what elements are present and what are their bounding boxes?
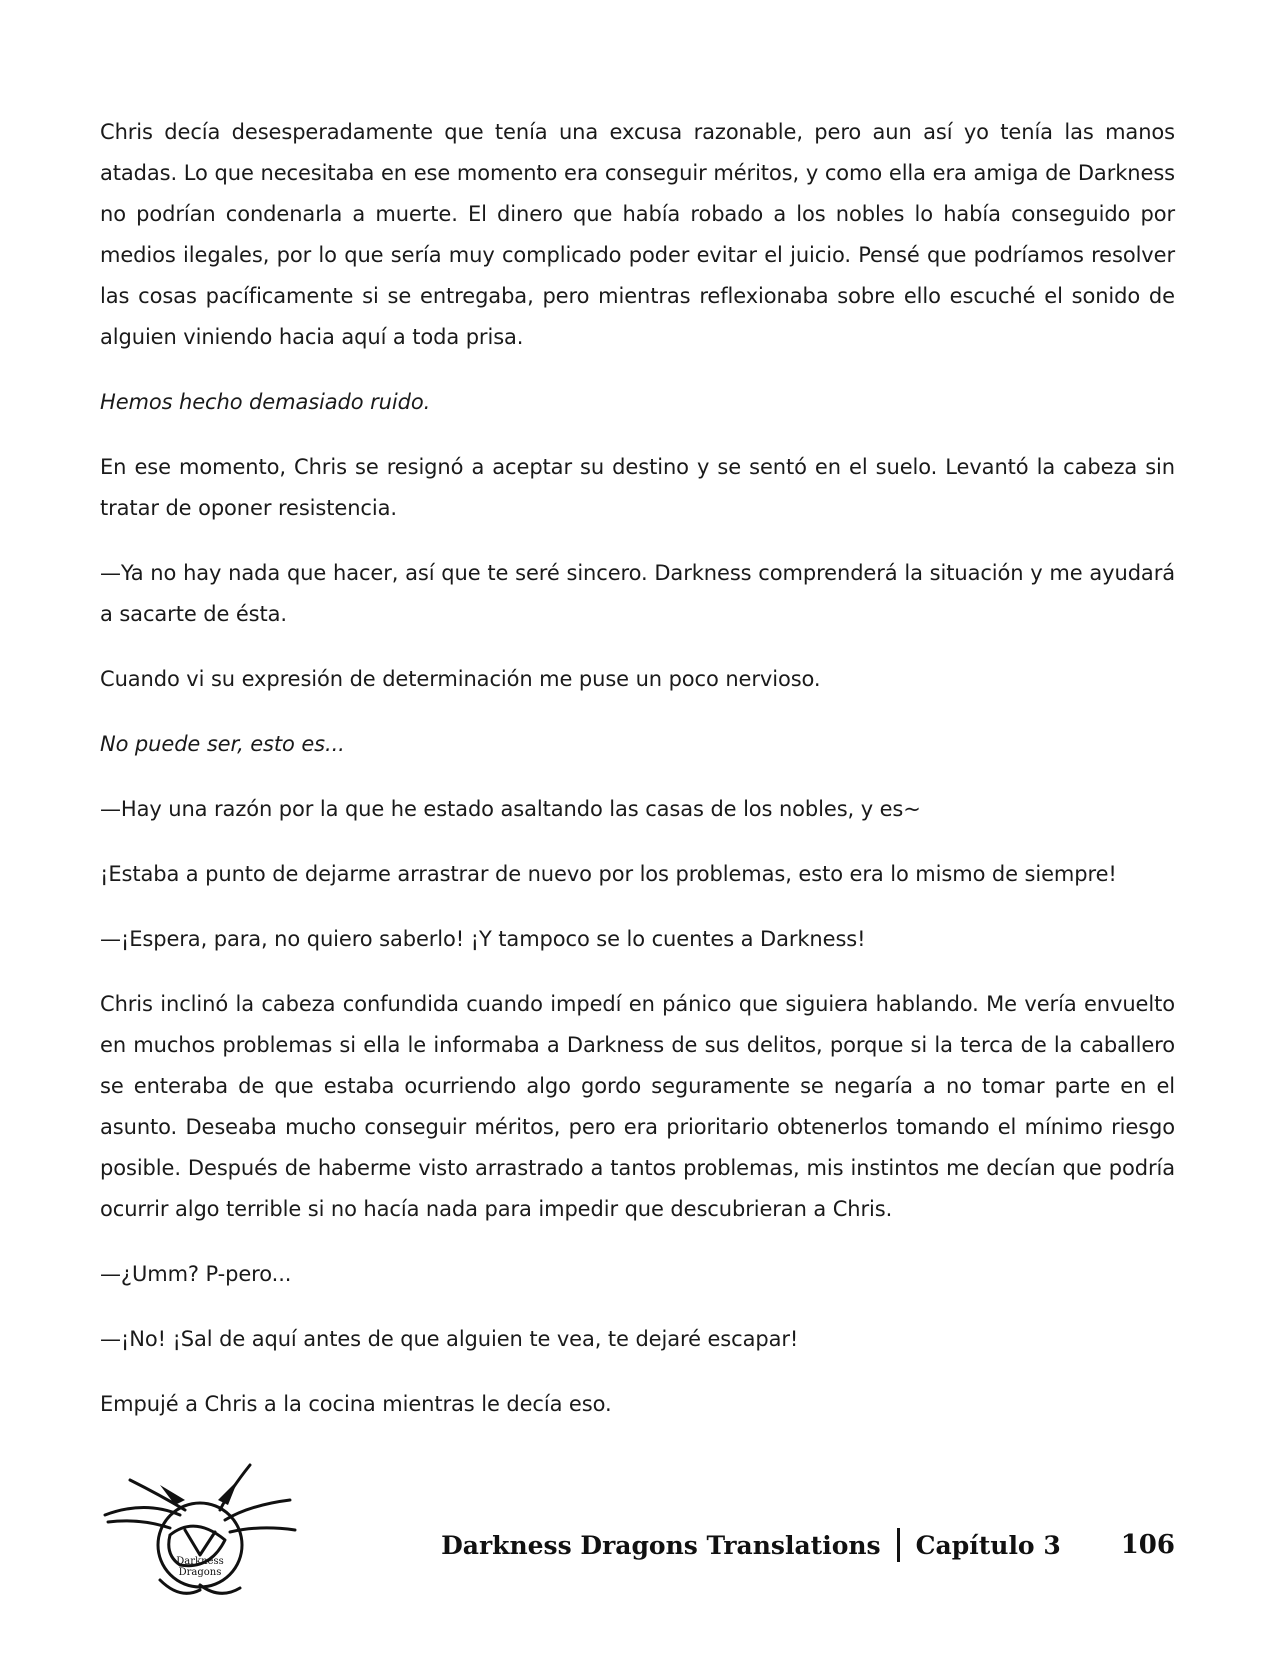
paragraph: Chris decía desesperadamente que tenía una excusa razonable, pero aun así yo tenía las manos atadas. Lo que necesitaba en ese momento era conseguir méritos, y como ella era amiga de Darkness no podrían condenarla a muerte. El dinero que había robado a los nobles lo había conseguido por medios ilegales, por lo que sería muy complicado poder evitar el juicio. Pensé que podríamos resolver las cosas pacíficamente si se entregaba, pero mientras reflexionaba sobre ello escuché el sonido de alguien viniendo hacia aquí a toda prisa. [100,120,1175,349]
chapter-label: Capítulo 3 [915,1530,1061,1560]
dialogue-paragraph: —¿Umm? P-pero... [100,1262,292,1286]
page-footer [0,1460,1280,1640]
dragon-logo-icon [100,1460,300,1610]
italic-paragraph: Hemos hecho demasiado ruido. [100,390,431,414]
dialogue-paragraph: —Hay una razón por la que he estado asaltando las casas de los nobles, y es~ [100,797,921,821]
group-name: Darkness Dragons Translations [441,1530,881,1560]
body-text [100,112,1175,1449]
paragraph: Empujé a Chris a la cocina mientras le decía eso. [100,1392,612,1416]
dialogue-paragraph: —¡No! ¡Sal de aquí antes de que alguien te vea, te dejaré escapar! [100,1327,799,1351]
italic-paragraph: No puede ser, esto es... [100,732,345,756]
dialogue-paragraph: —Ya no hay nada que hacer, así que te seré sincero. Darkness comprenderá la situación y me ayudará a sacarte de ésta. [100,561,1175,626]
page-number: 106 [1120,1530,1175,1560]
footer-divider [897,1528,900,1562]
paragraph: Chris inclinó la cabeza confundida cuando impedí en pánico que siguiera hablando. Me vería envuelto en muchos problemas si ella le informaba a Darkness de sus delitos, porque si la terca de la caballero se enteraba de que estaba ocurriendo algo gordo seguramente se negaría a no tomar parte en el asunto. Deseaba mucho conseguir méritos, pero era prioritario obtenerlos tomando el mínimo riesgo posible. Después de haberme visto arrastrado a tantos problemas, mis instintos me decían que podría ocurrir algo terrible si no hacía nada para impedir que descubrieran a Chris. [100,992,1175,1221]
footer-credits [441,1520,1175,1570]
dialogue-paragraph: —¡Espera, para, no quiero saberlo! ¡Y tampoco se lo cuentes a Darkness! [100,927,866,951]
logo-text: Dragons [178,1567,222,1578]
logo-text: Darkness [176,1556,224,1567]
paragraph: ¡Estaba a punto de dejarme arrastrar de nuevo por los problemas, esto era lo mismo de siempre! [100,862,1117,886]
paragraph: Cuando vi su expresión de determinación me puse un poco nervioso. [100,667,821,691]
paragraph: En ese momento, Chris se resignó a aceptar su destino y se sentó en el suelo. Levantó la cabeza sin tratar de oponer resistencia. [100,455,1175,520]
